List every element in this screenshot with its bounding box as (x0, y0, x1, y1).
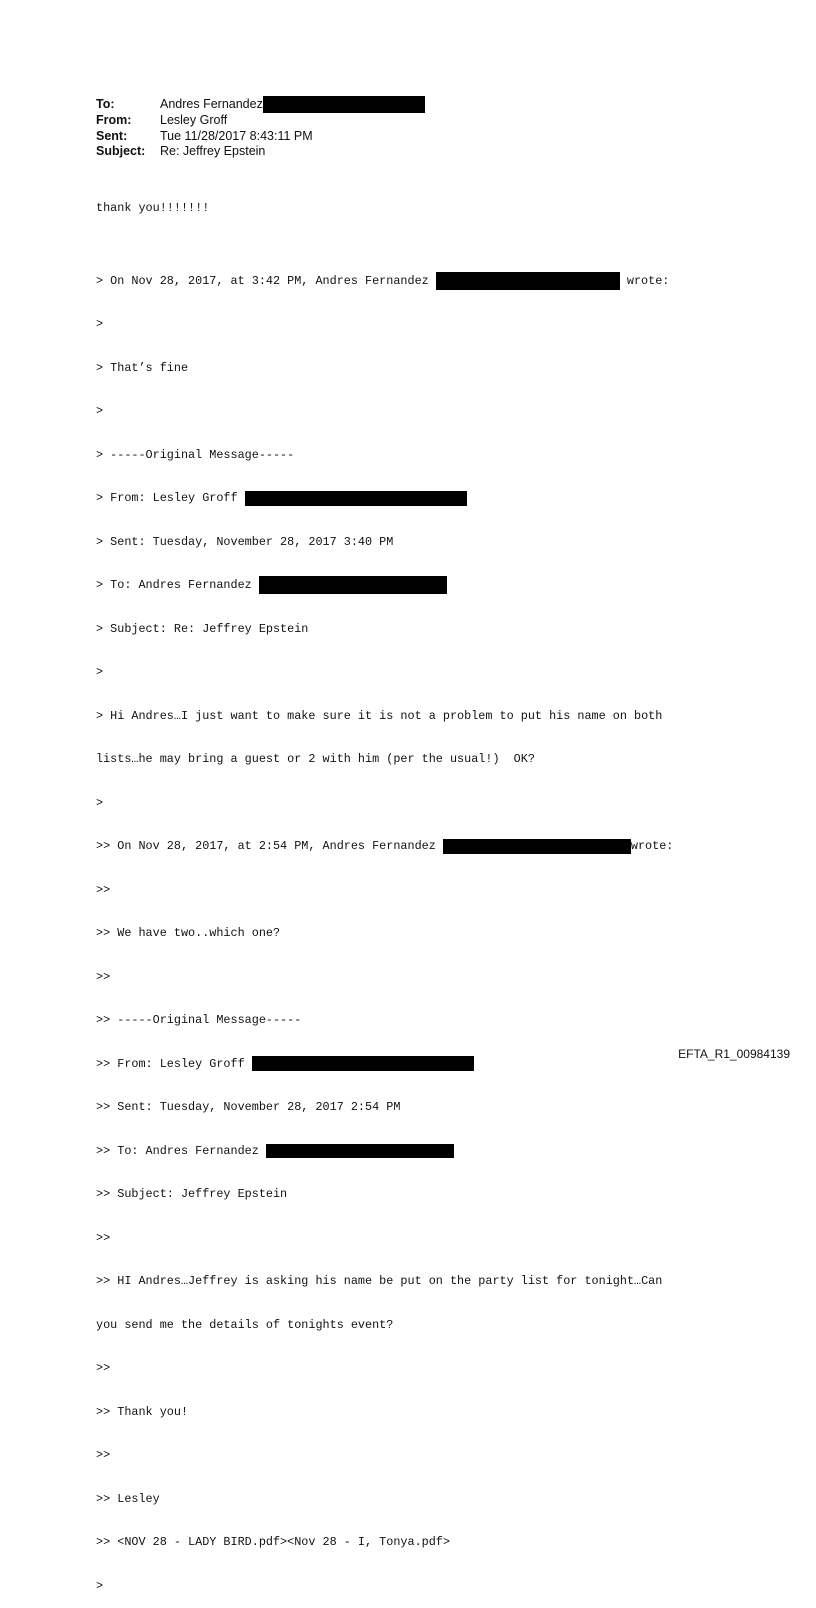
quote-line: > (96, 404, 104, 418)
from-row (96, 113, 425, 129)
redaction-box (259, 576, 447, 594)
email-header (96, 96, 425, 160)
sent-label: Sent: (96, 128, 128, 143)
quote-line: lists…he may bring a guest or 2 with him (per the usual!) OK? (96, 752, 535, 766)
sent-row (96, 129, 425, 145)
quote-line: >> (96, 969, 111, 984)
quote-line: you send me the details of tonights event? (96, 1317, 394, 1332)
quote-line: >> (96, 882, 111, 897)
quote-text: >> On Nov 28, 2017, at 2:54 PM, Andres Fernandez (96, 839, 443, 853)
to-row (96, 96, 425, 113)
quote-text: wrote: (630, 839, 674, 853)
to-label: To: (96, 96, 115, 111)
quote-line: >> We have two..which one? (96, 926, 281, 940)
quote-line: > (96, 665, 104, 679)
document-id: EFTA_R1_00984139 (678, 1047, 790, 1061)
reply-line: thank you!!!!!!! (96, 201, 210, 215)
quote-line: > -----Original Message----- (96, 447, 295, 462)
quote-line: >> Lesley (96, 1491, 160, 1506)
to-value: Andres Fernandez (160, 96, 263, 111)
quote-line (96, 274, 736, 289)
quote-line: >> -----Original Message----- (96, 1013, 302, 1027)
subject-label: Subject: (96, 144, 146, 158)
quote-line: >> <NOV 28 - LADY BIRD.pdf><Nov 28 - I, Tonya.pdf> (96, 1535, 450, 1549)
redaction-box (245, 491, 467, 506)
quote-line: > That’s fine (96, 360, 189, 375)
redaction-box (263, 96, 425, 113)
quote-line: >> (96, 1448, 111, 1462)
quote-line: > Subject: Re: Jeffrey Epstein (96, 621, 309, 636)
quote-line: >> Subject: Jeffrey Epstein (96, 1187, 288, 1201)
quote-text: >> From: Lesley Groff (96, 1056, 252, 1071)
redaction-box (443, 839, 631, 854)
quote-text: > On Nov 28, 2017, at 3:42 PM, Andres Fernandez (96, 273, 436, 288)
quote-line: > (96, 795, 104, 810)
redaction-box (252, 1056, 474, 1071)
quote-line (96, 1057, 736, 1072)
quote-text: wrote: (619, 273, 670, 288)
subject-row (96, 144, 425, 160)
quote-text: >> To: Andres Fernandez (96, 1143, 266, 1158)
subject-value: Re: Jeffrey Epstein (160, 144, 266, 158)
quote-line: > (96, 1578, 104, 1593)
quote-text: > From: Lesley Groff (96, 491, 245, 505)
sent-value: Tue 11/28/2017 8:43:11 PM (160, 128, 313, 143)
quote-line: >> (96, 1230, 111, 1245)
from-label: From: (96, 113, 132, 127)
redaction-box (436, 272, 620, 290)
quote-line: > (96, 317, 104, 331)
email-body (96, 172, 736, 1608)
quote-line: >> Sent: Tuesday, November 28, 2017 2:54 PM (96, 1100, 401, 1114)
redaction-box (266, 1144, 454, 1158)
quote-line: > Hi Andres…I just want to make sure it is not a problem to put his name on both (96, 708, 663, 723)
quote-line: >> (96, 1361, 111, 1375)
quote-line (96, 839, 736, 854)
from-value: Lesley Groff (160, 113, 228, 127)
quote-line (96, 578, 736, 593)
quote-line (96, 491, 736, 506)
quote-line (96, 1144, 736, 1159)
quote-text: > To: Andres Fernandez (96, 578, 259, 592)
quote-line: >> Thank you! (96, 1404, 189, 1419)
quote-line: >> HI Andres…Jeffrey is asking his name be put on the party list for tonight…Can (96, 1274, 663, 1288)
quote-line: > Sent: Tuesday, November 28, 2017 3:40 PM (96, 534, 394, 549)
